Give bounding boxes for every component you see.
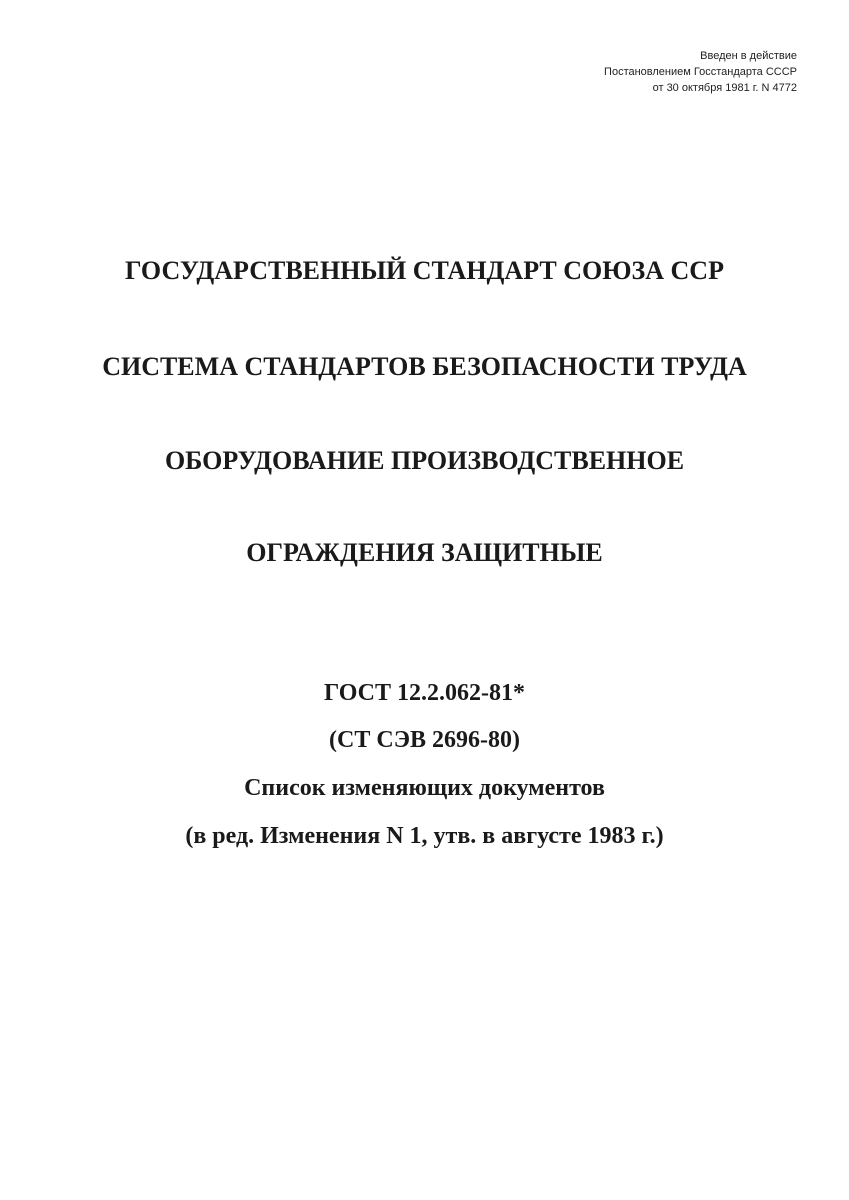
enactment-line-1: Введен в действие	[700, 50, 797, 62]
amendments-heading: Список изменяющих документов	[244, 775, 605, 801]
enactment-line-3: от 30 октября 1981 г. N 4772	[652, 82, 797, 94]
amendment-note: (в ред. Изменения N 1, утв. в августе 1983 г.)	[185, 823, 664, 849]
guards-title: ОГРАЖДЕНИЯ ЗАЩИТНЫЕ	[246, 538, 603, 567]
equipment-title: ОБОРУДОВАНИЕ ПРОИЗВОДСТВЕННОЕ	[164, 446, 685, 475]
gost-number: ГОСТ 12.2.062-81*	[324, 680, 525, 706]
comecon-number: (СТ СЭВ 2696-80)	[329, 727, 520, 753]
enactment-note	[604, 48, 797, 96]
system-title: СИСТЕМА СТАНДАРТОВ БЕЗОПАСНОСТИ ТРУДА	[102, 352, 747, 381]
state-standard-title: ГОСУДАРСТВЕННЫЙ СТАНДАРТ СОЮЗА ССР	[125, 256, 724, 285]
enactment-line-2: Постановлением Госстандарта СССР	[604, 66, 797, 78]
